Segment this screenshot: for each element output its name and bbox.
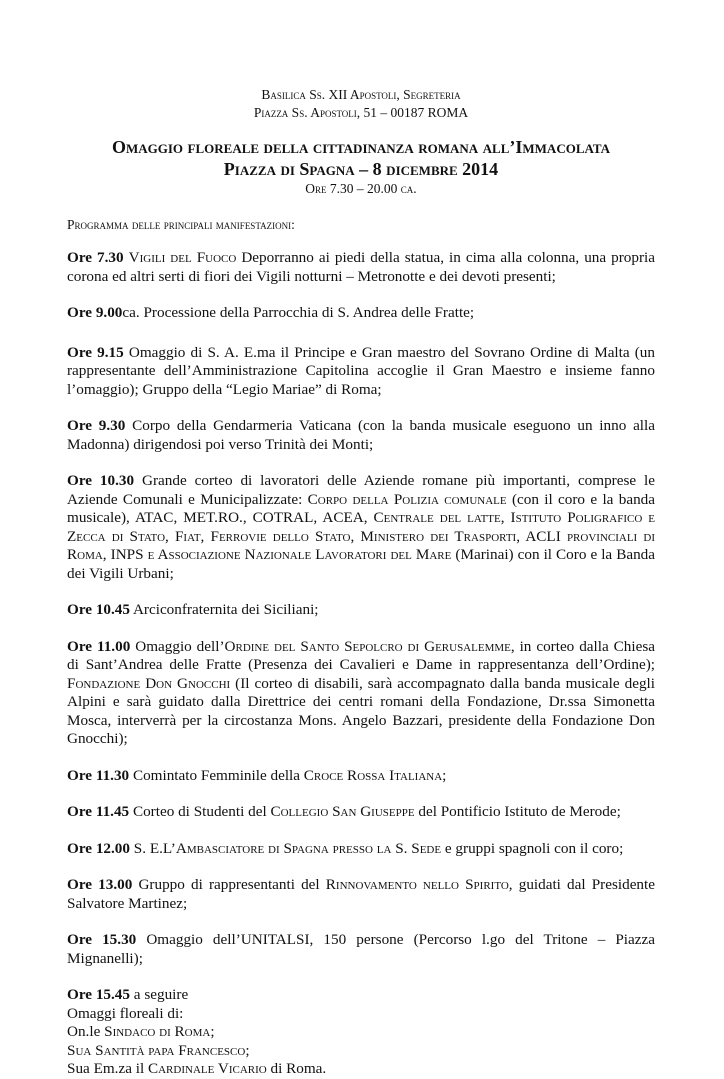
entry-text: , guidati dal Presidente Salvatore Martinez; [67,876,655,912]
entry-text: ; [245,1041,250,1059]
entry-text: Deporranno ai piedi della statua, in cima alla colonna, una propria corona ed altri serti di fiori dei Vigili notturni – Metronotte e dei devoti presenti; [67,249,656,285]
entry-text: Comintato Femminile della [129,766,304,784]
entry-time: Ore 11.45 [67,803,130,820]
header-basilica: Basilica Ss. XII Apostoli, Segreteria [261,87,461,102]
entry-text-smallcaps: Cardinale Vicario [147,1060,267,1077]
program-entry [67,931,655,968]
final-omaggi-label: Omaggi floreali di: [67,1004,184,1022]
entry-time: Ore 11.00 [67,637,131,655]
entry-time: Ore 11.30 [67,766,130,784]
entry-text: Corteo di Studenti del [129,803,271,820]
entry-time: Ore 15.30 [67,931,137,948]
entry-text: (con il coro e la banda musicale), ATAC, MET.RO., COTRAL, ACEA, [67,490,655,526]
entry-text: ; [442,766,447,784]
program-entry [67,767,655,786]
final-papa [67,1042,655,1061]
program-entry [67,304,655,323]
entry-text: (Il corteo di disabili, sarà accompagnato dalla banda musicale degli Alpini e sarà guidato dalla Direttrice dei centri romani della Fondazione, Dr.ssa Simonetta Mosca, interverrà per la circostanza Mons. Angelo Bazzari, presidente della Fondazione Don Gnocchi); [67,674,655,747]
title-hours: Ore 7.30 – 20.00 ca. [305,181,417,196]
entry-text: Sua Em.za il [67,1060,148,1077]
entry-text: e gruppi spagnoli con il coro; [441,839,624,857]
program-entry [67,472,655,583]
final-sindaco [67,1023,655,1042]
program-entry [67,601,655,620]
entry-time: Ore 13.00 [67,876,133,893]
program-entry-final [67,986,655,1079]
entry-text: di Roma. [266,1060,327,1077]
program-entry [67,876,655,913]
entry-text-smallcaps: Centrale del latte, Istituto Poligrafico e Zecca di Stato, Fiat, Ferrovie dello Stato, Ministero dei Trasporti, [67,509,655,545]
entry-text-smallcaps: Sindaco di Roma [104,1023,211,1040]
entry-text: ; [210,1023,215,1040]
entry-text: del Pontificio Istituto de Merode; [414,803,621,820]
entry-text-smallcaps: Rinnovamento nello Spirito [325,876,509,893]
entry-text: (Marinai) con il Coro e la Banda dei Vigili Urbani; [67,546,656,582]
entry-text-smallcaps: e Associazione Nazionale Lavoratori del Mare [147,546,452,563]
entry-time: Ore 10.45 [67,601,130,618]
entry-time: Ore 12.00 [67,839,130,857]
entry-text-smallcaps: Collegio San Giuseppe [270,803,415,820]
entry-text: INPS [106,546,148,563]
entry-text: ACLI [520,527,567,545]
entry-time: Ore 15.45 [67,986,130,1003]
entry-text: On.le [67,1023,105,1040]
entry-time: Ore 10.30 [67,472,135,489]
title-line-1: Omaggio floreale della cittadinanza romana all’Immacolata [111,137,611,157]
program-intro: Programma delle principali manifestazioni: [67,217,295,232]
entry-text: Corpo della Gendarmeria Vaticana (con la banda musicale eseguono un inno alla Madonna) dirigendosi poi verso Trinità dei Monti; [67,417,655,453]
program-entry [67,249,655,286]
title-line-2: Piazza di Spagna – 8 dicembre 2014 [223,159,499,179]
program-entry [67,344,655,400]
entry-text: Omaggio dell’UNITALSI, 150 persone (Percorso l.go del Tritone – Piazza Mignanelli); [67,931,655,967]
entry-time: Ore 9.15 [67,343,124,361]
entry-time: Ore 9.30 [67,417,126,434]
entry-text-smallcaps: Croce Rossa Italiana [303,766,443,784]
entry-text-smallcaps: Vigili del Fuoco [128,249,237,266]
entry-text-smallcaps: Ambasciatore di Spagna presso la [175,839,392,857]
document-header [67,86,655,122]
entry-text-smallcaps: Sede [411,839,442,857]
document-page [67,86,655,1079]
entry-text: Grande corteo di lavoratori delle Aziende romane più importanti, comprese le Aziende Comunali e Municipalizzate: [67,472,655,508]
entry-text: S. E.L’ [130,839,176,857]
entry-text-smallcaps: Fondazione Don Gnocchi [67,674,231,692]
program-entry [67,638,655,749]
entry-text-smallcaps: Sua Santità papa Francesco [67,1041,246,1059]
entry-text: a seguire [130,986,189,1003]
final-first-line [67,986,655,1005]
entry-text: Omaggio di S. A. E.ma il Principe e Gran maestro del Sovrano Ordine di Malta (un rappresentante dell’Amministrazione Capitolina accoglie il Gran Maestro e insieme fanno l’omaggio); Gruppo della “Legio Mariae” di Roma; [67,343,655,398]
entry-text: Omaggio dell’ [130,637,225,655]
entry-text-smallcaps: Ordine del Santo Sepolcro di Gerusalemme [224,637,511,655]
entry-text-smallcaps: provinciali di Roma, [67,527,655,563]
entry-text: Gruppo di rappresentanti del [132,876,326,893]
entry-time: Ore 7.30 [67,249,124,266]
final-cardinale [67,1060,655,1079]
entry-time: Ore 9.00 [67,304,123,321]
program-entry [67,417,655,454]
header-address: Piazza Ss. Apostoli, 51 – 00187 ROMA [253,105,469,120]
program-entry [67,840,655,859]
entry-text: ca. Processione della Parrocchia di S. Andrea delle Fratte; [122,304,475,321]
entry-text: Arciconfraternita dei Siciliani; [130,601,319,618]
entry-text-smallcaps: Corpo della Polizia comunale [307,490,507,508]
entry-text: , in corteo dalla Chiesa di Sant’Andrea delle Fratte (Presenza dei Cavalieri e Dame in rappresentanza dell’Ordine); [67,637,655,673]
entry-text: S. [391,839,412,857]
program-entry [67,803,655,822]
